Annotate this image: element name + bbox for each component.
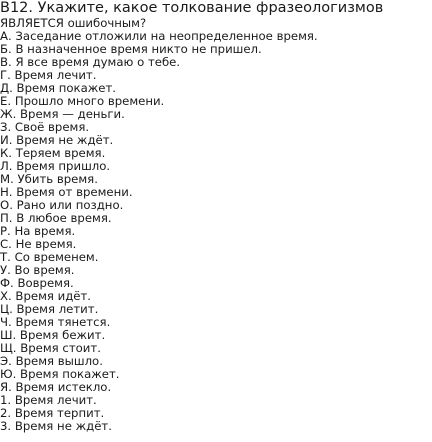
text-line: Э. Время вышло.: [0, 355, 103, 368]
text-line: Ч. Время тянется.: [0, 316, 111, 329]
text-line: Ж. Время — деньги.: [0, 108, 125, 121]
text-line: В. Я все время думаю о тебе.: [0, 56, 181, 69]
text-line: Ш. Время бежит.: [0, 329, 106, 342]
text-line: Б. В назначенное время никто не пришел.: [0, 43, 262, 56]
text-line: К. Теряем время.: [0, 147, 106, 160]
text-line: С. Не время.: [0, 238, 77, 251]
text-line: 3. Время не ждёт.: [0, 420, 112, 433]
text-line: Н. Время от времени.: [0, 186, 133, 199]
text-line: А. Заседание отложили на неопределенное время.: [0, 30, 318, 43]
text-line: 1. Время лечит.: [0, 394, 97, 407]
text-line: Д. Время покажет.: [0, 82, 117, 95]
text-line: Х. Время идёт.: [0, 290, 92, 303]
text-line: Л. Время пришло.: [0, 160, 111, 173]
text-line: М. Убить время.: [0, 173, 98, 186]
text-line: О. Рано или поздно.: [0, 199, 124, 212]
text-line: Щ. Время стоит.: [0, 342, 101, 355]
text-line: 2. Время терпит.: [0, 407, 105, 420]
text-line: Ф. Вовремя.: [0, 277, 74, 290]
text-line: Ц. Время летит.: [0, 303, 99, 316]
text-line: Ю. Время покажет.: [0, 368, 120, 381]
text-line: Т. Со временем.: [0, 251, 99, 264]
text-line: П. В любое время.: [0, 212, 112, 225]
text-line: Р. На время.: [0, 225, 76, 238]
text-line: Я. Время истекло.: [0, 381, 112, 394]
text-line: З. Своё время.: [0, 121, 90, 134]
text-line: И. Время не ждёт.: [0, 134, 114, 147]
text-line: У. Во время.: [0, 264, 75, 277]
text-line: Г. Время лечит.: [0, 69, 97, 82]
text-line: ЯВЛЯЕТСЯ ошибочным?: [0, 17, 147, 30]
text-line: Е. Прошло много времени.: [0, 95, 165, 108]
question-title: B12. Укажите, какое толкование фразеологизмов: [0, 0, 384, 16]
